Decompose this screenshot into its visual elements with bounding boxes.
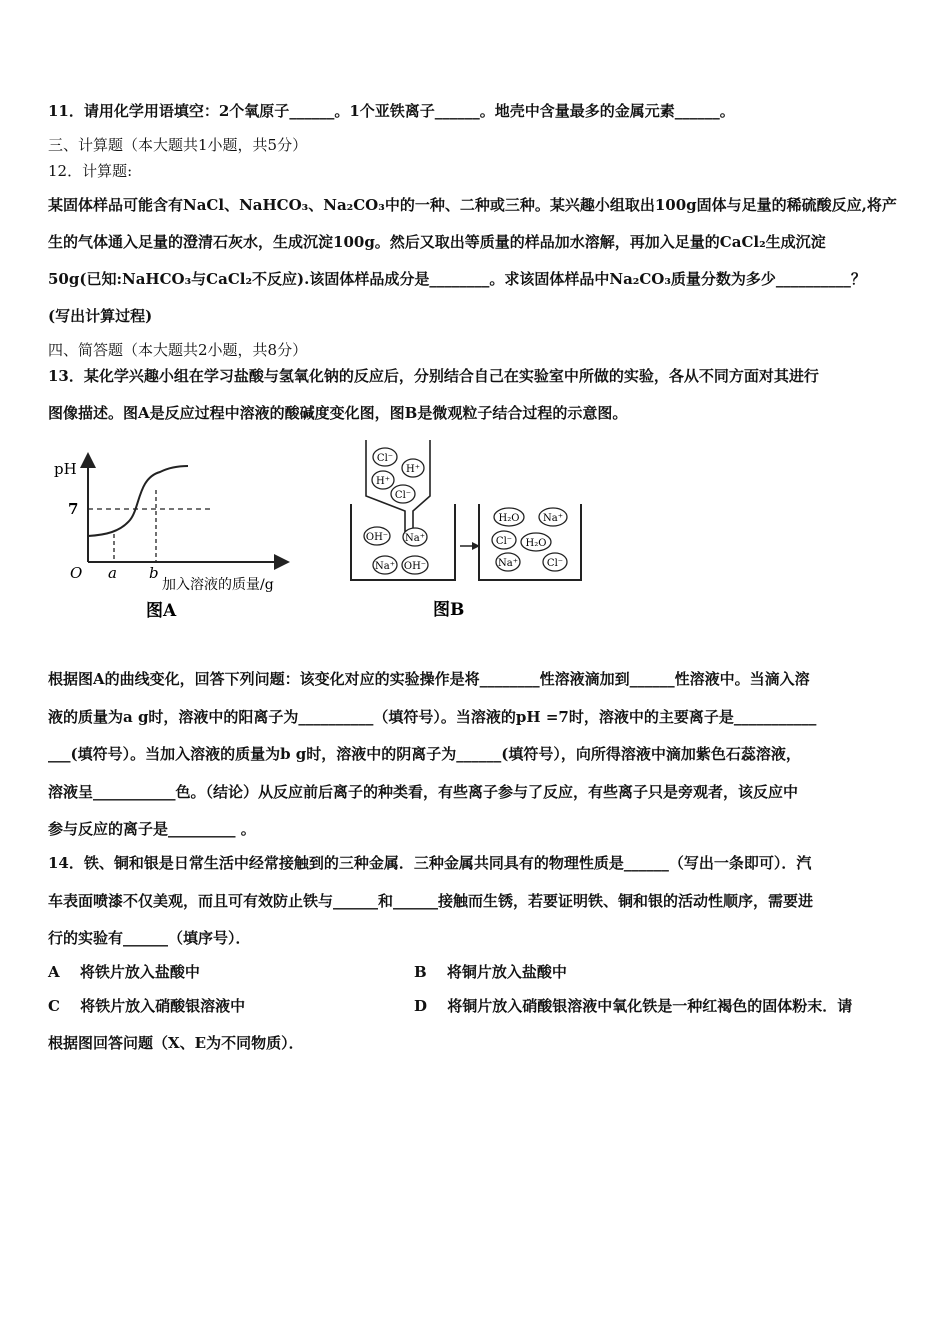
option-d: D 将铜片放入硝酸银溶液中氧化铁是一种红褐色的固体粉末．请 — [414, 997, 853, 1015]
question-14-line-1: 14．铁、铜和银是日常生活中经常接触到的三种金属．三种金属共同具有的物理性质是______（写出一条即可）．汽 — [48, 854, 812, 872]
origin-label: O — [70, 564, 83, 582]
right-beaker-particle — [494, 508, 524, 526]
question-12-line-1: 某固体样品可能含有NaCl、NaHCO₃、Na₂CO₃中的一种、二种或三种。某兴趣小组取出100g固体与足量的稀硫酸反应,将产 — [48, 196, 897, 214]
figure-b-caption: 图B — [433, 600, 465, 620]
question-13-line-4: 溶液呈___________色。（结论）从反应前后离子的种类看，有些离子参与了反应，有些离子只是旁观者，该反应中 — [48, 783, 799, 801]
svg-text:H₂O: H₂O — [498, 513, 520, 524]
question-12-title: 12．计算题: — [48, 162, 133, 180]
svg-text:Cl⁻: Cl⁻ — [495, 536, 513, 547]
svg-text:Cl⁻: Cl⁻ — [394, 490, 412, 501]
svg-text:OH⁻: OH⁻ — [403, 561, 427, 572]
left-beaker-ion — [373, 556, 397, 574]
svg-text:Cl⁻: Cl⁻ — [376, 453, 394, 464]
right-beaker-particle — [521, 533, 551, 551]
question-13-line-2: 液的质量为a g时，溶液中的阳离子为__________（填符号）。当溶液的pH =7时，溶液中的主要离子是___________ — [48, 708, 817, 726]
option-c: C 将铁片放入硝酸银溶液中 — [48, 997, 246, 1015]
question-14-tail: 根据图回答问题（X、E为不同物质）． — [48, 1034, 304, 1052]
figure-a-caption: 图A — [146, 601, 177, 621]
x-axis-label: 加入溶液的质量/g — [162, 577, 274, 593]
question-13-line-1: 根据图A的曲线变化，回答下列问题：该变化对应的实验操作是将________性溶液滴加到______性溶液中。当滴入溶 — [48, 670, 810, 688]
svg-text:Na⁺: Na⁺ — [543, 513, 563, 524]
question-13-intro-2: 图像描述。图A是反应过程中溶液的酸碱度变化图，图B是微观粒子结合过程的示意图。 — [48, 404, 628, 422]
left-beaker-ion — [364, 527, 390, 545]
left-beaker-ion — [402, 556, 428, 574]
question-12-line-2: 生的气体通入足量的澄清石灰水，生成沉淀100g。然后又取出等质量的样品加水溶解，再加入足量的CaCl₂生成沉淀 — [48, 233, 826, 251]
dropper-ion — [391, 485, 415, 503]
tick-a-label: a — [108, 564, 117, 582]
option-b: B 将铜片放入盐酸中 — [414, 963, 567, 981]
section-4-heading: 四、简答题（本大题共2小题，共8分） — [48, 341, 308, 359]
ph-curve — [88, 466, 188, 536]
question-13-line-3: ___(填符号）。当加入溶液的质量为b g时，溶液中的阴离子为______(填符号），向所得溶液中滴加紫色石蕊溶液， — [48, 745, 801, 763]
dropper-ion — [372, 471, 394, 489]
right-beaker-particle — [492, 531, 516, 549]
dropper-ion — [402, 459, 424, 477]
question-12-line-3: 50g(已知:NaHCO₃与CaCl₂不反应).该固体样品成分是________。求该固体样品中Na₂CO₃质量分数为多少__________？ — [48, 270, 866, 288]
svg-text:Na⁺: Na⁺ — [375, 561, 395, 572]
question-14-line-2: 车表面喷漆不仅美观，而且可有效防止铁与______和______接触而生锈，若要证明铁、铜和银的活动性顺序，需要进 — [48, 892, 814, 910]
question-12-line-4: (写出计算过程) — [48, 307, 153, 325]
right-beaker-particle — [539, 508, 567, 526]
svg-text:H⁺: H⁺ — [406, 464, 420, 475]
figure-a-ph-graph — [50, 448, 320, 638]
tick-b-label: b — [149, 564, 159, 582]
svg-text:OH⁻: OH⁻ — [365, 532, 389, 543]
question-14-line-3: 行的实验有______（填序号）． — [48, 929, 251, 947]
dropper-ion — [373, 448, 397, 466]
figure-b-particle-diagram — [345, 436, 590, 636]
right-beaker-particle — [496, 553, 520, 571]
svg-text:Cl⁻: Cl⁻ — [546, 558, 564, 569]
left-beaker-ion — [403, 528, 427, 546]
question-13-intro-1: 13．某化学兴趣小组在学习盐酸与氢氧化钠的反应后，分别结合自己在实验室中所做的实验，各从不同方面对其进行 — [48, 367, 819, 385]
svg-text:Na⁺: Na⁺ — [498, 558, 518, 569]
svg-text:Na⁺: Na⁺ — [405, 533, 425, 544]
svg-text:H₂O: H₂O — [525, 538, 547, 549]
option-a: A 将铁片放入盐酸中 — [48, 963, 200, 981]
section-3-heading: 三、计算题（本大题共1小题，共5分） — [48, 136, 308, 154]
y-axis-label: pH — [54, 460, 77, 478]
question-11: 11．请用化学用语填空：2个氧原子______。1个亚铁离子______。地壳中含量最多的金属元素______。 — [48, 102, 735, 120]
question-13-line-5: 参与反应的离子是_________ 。 — [48, 820, 256, 838]
svg-text:H⁺: H⁺ — [376, 476, 390, 487]
ph-7-label: 7 — [68, 500, 79, 518]
right-beaker-particle — [543, 553, 567, 571]
